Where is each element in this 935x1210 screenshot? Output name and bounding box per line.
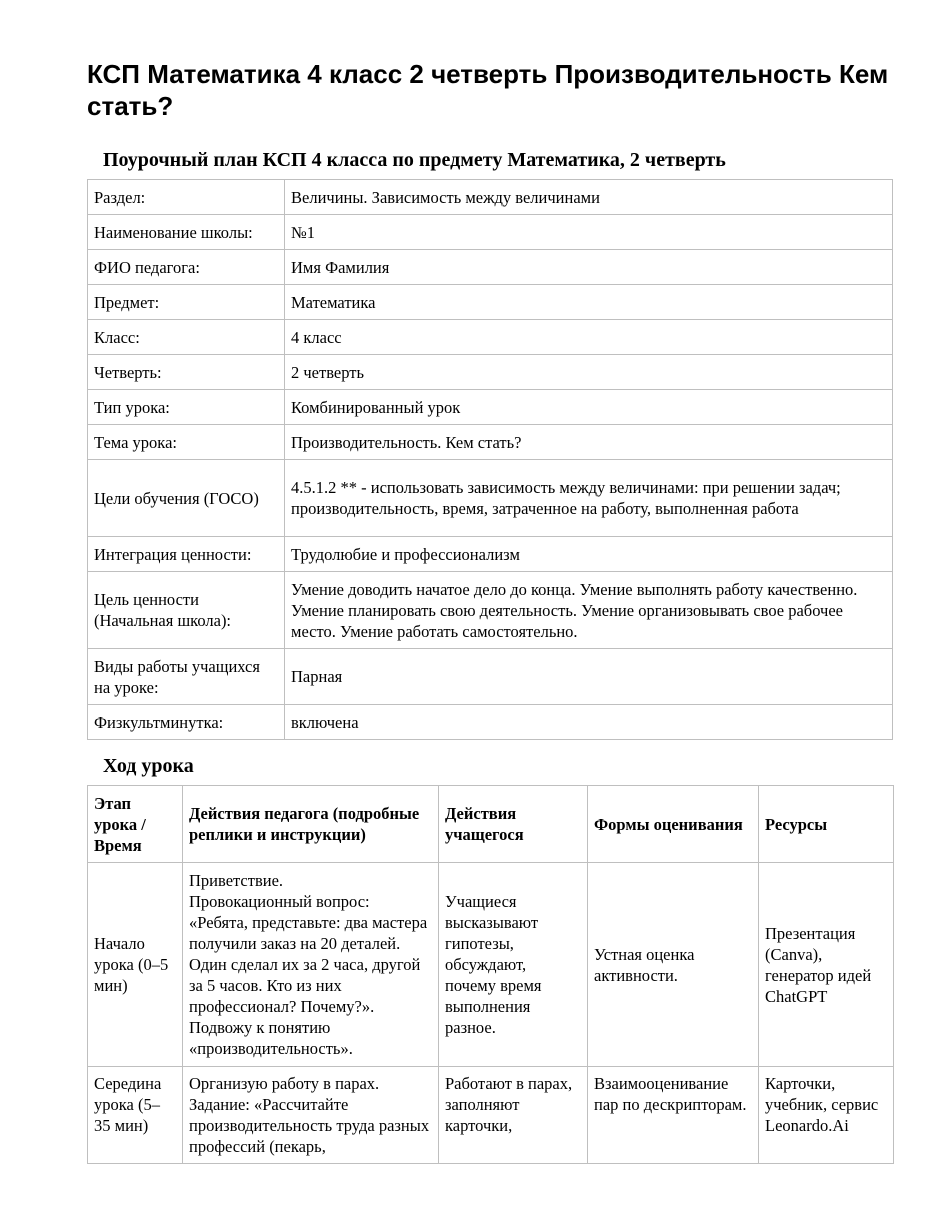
column-header-stage: Этап урока / Время (88, 786, 183, 863)
info-value: Математика (285, 285, 893, 320)
info-value: Имя Фамилия (285, 250, 893, 285)
stage-cell: Начало урока (0–5 мин) (88, 863, 183, 1067)
info-row (88, 705, 893, 740)
info-value: Трудолюбие и профессионализм (285, 537, 893, 572)
document-title: КСП Математика 4 класс 2 четверть Производительность Кем стать? (87, 59, 889, 121)
student-actions-cell: Учащиеся высказывают гипотезы, обсуждают, почему время выполнения разное. (439, 863, 588, 1067)
info-row (88, 250, 893, 285)
info-key: Наименование школы: (88, 215, 285, 250)
info-key: Тип урока: (88, 390, 285, 425)
info-row (88, 180, 893, 215)
info-row (88, 390, 893, 425)
info-row (88, 572, 893, 649)
resources-cell: Презентация (Canva), генератор идей ChatGPT (759, 863, 894, 1067)
info-value: Комбинированный урок (285, 390, 893, 425)
lesson-heading: Ход урока (103, 755, 194, 777)
column-header-resources: Ресурсы (759, 786, 894, 863)
info-value: 4.5.1.2 ** - использовать зависимость между величинами: при решении задач; производительность, время, затраченное на работу, выполненная работа (285, 460, 893, 537)
info-key: Класс: (88, 320, 285, 355)
info-key: Физкультминутка: (88, 705, 285, 740)
info-row (88, 537, 893, 572)
info-value: Парная (285, 649, 893, 705)
info-key: Раздел: (88, 180, 285, 215)
table-row (88, 863, 894, 1067)
info-value: №1 (285, 215, 893, 250)
info-value: Величины. Зависимость между величинами (285, 180, 893, 215)
info-key: Предмет: (88, 285, 285, 320)
info-value: Умение доводить начатое дело до конца. Умение выполнять работу качественно. Умение планировать свою деятельность. Умение организовывать свое рабочее место. Умение работать самостоятельно. (285, 572, 893, 649)
info-value: 2 четверть (285, 355, 893, 390)
info-value: Производительность. Кем стать? (285, 425, 893, 460)
info-key: Четверть: (88, 355, 285, 390)
assessment-cell: Взаимооценивание пар по дескрипторам. (588, 1067, 759, 1164)
info-row (88, 320, 893, 355)
column-header-assessment: Формы оценивания (588, 786, 759, 863)
info-row (88, 215, 893, 250)
info-key: Виды работы учащихся на уроке: (88, 649, 285, 705)
info-row (88, 425, 893, 460)
info-value: включена (285, 705, 893, 740)
stage-cell: Середина урока (5–35 мин) (88, 1067, 183, 1164)
lesson-info-table (87, 179, 893, 740)
table-row (88, 1067, 894, 1164)
plan-heading: Поурочный план КСП 4 класса по предмету Математика, 2 четверть (103, 149, 726, 171)
column-header-teacher: Действия педагога (подробные реплики и инструкции) (183, 786, 439, 863)
info-value: 4 класс (285, 320, 893, 355)
info-key: Цель ценности (Начальная школа): (88, 572, 285, 649)
info-key: ФИО педагога: (88, 250, 285, 285)
teacher-actions-cell: Приветствие. Провокационный вопрос: «Ребята, представьте: два мастера получили заказ на 20 деталей. Один сделал их за 2 часа, другой за 5 часов. Кто из них профессионал? Почему?». Подвожу к понятию «производительность». (183, 863, 439, 1067)
student-actions-cell: Работают в парах, заполняют карточки, (439, 1067, 588, 1164)
info-key: Цели обучения (ГОСО) (88, 460, 285, 537)
column-header-student: Действия учащегося (439, 786, 588, 863)
info-key: Интеграция ценности: (88, 537, 285, 572)
info-key: Тема урока: (88, 425, 285, 460)
teacher-actions-cell: Организую работу в парах. Задание: «Рассчитайте производительность труда разных профессий (пекарь, (183, 1067, 439, 1164)
info-row (88, 355, 893, 390)
info-row (88, 649, 893, 705)
assessment-cell: Устная оценка активности. (588, 863, 759, 1067)
resources-cell: Карточки, учебник, сервис Leonardo.Ai (759, 1067, 894, 1164)
lesson-header-row (88, 786, 894, 863)
lesson-flow-table (87, 785, 894, 1164)
info-row (88, 285, 893, 320)
info-row (88, 460, 893, 537)
